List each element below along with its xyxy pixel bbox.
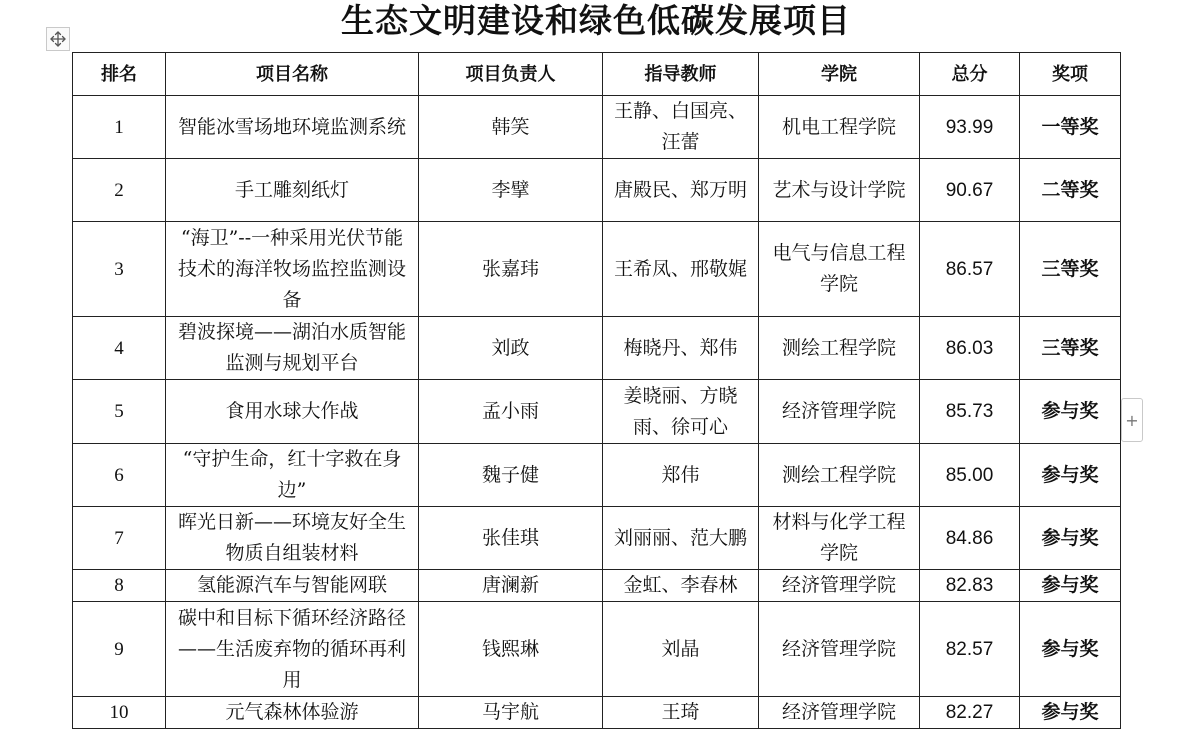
cell-rank: 2 (73, 159, 166, 222)
cell-project-name: 手工雕刻纸灯 (166, 159, 419, 222)
cell-rank: 3 (73, 222, 166, 317)
cell-project-name: 食用水球大作战 (166, 380, 419, 444)
cell-award: 三等奖 (1020, 317, 1121, 380)
cell-score: 82.83 (920, 570, 1020, 602)
cell-advisors: 王希凤、邢敬娓 (603, 222, 759, 317)
cell-score: 86.03 (920, 317, 1020, 380)
cell-project-name: 智能冰雪场地环境监测系统 (166, 96, 419, 159)
table-row (73, 507, 1121, 570)
cell-award: 三等奖 (1020, 222, 1121, 317)
table-row (73, 159, 1121, 222)
cell-award: 参与奖 (1020, 444, 1121, 507)
cell-award: 参与奖 (1020, 697, 1121, 729)
move-arrows-icon (49, 30, 67, 48)
header-score: 总分 (920, 53, 1020, 96)
cell-advisors: 金虹、李春林 (603, 570, 759, 602)
cell-leader: 孟小雨 (419, 380, 603, 444)
cell-score: 85.73 (920, 380, 1020, 444)
table-row (73, 222, 1121, 317)
cell-project-name: 碧波探境——湖泊水质智能监测与规划平台 (166, 317, 419, 380)
cell-score: 84.86 (920, 507, 1020, 570)
cell-award: 参与奖 (1020, 602, 1121, 697)
cell-advisors: 姜晓丽、方晓雨、徐可心 (603, 380, 759, 444)
table-row (73, 444, 1121, 507)
cell-project-name: 碳中和目标下循环经济路径——生活废弃物的循环再利用 (166, 602, 419, 697)
cell-award: 参与奖 (1020, 380, 1121, 444)
cell-score: 85.00 (920, 444, 1020, 507)
cell-college: 材料与化学工程学院 (759, 507, 920, 570)
cell-rank: 4 (73, 317, 166, 380)
cell-award: 参与奖 (1020, 507, 1121, 570)
table-header-row (73, 53, 1121, 96)
cell-rank: 10 (73, 697, 166, 729)
cell-rank: 9 (73, 602, 166, 697)
cell-score: 82.27 (920, 697, 1020, 729)
cell-leader: 唐澜新 (419, 570, 603, 602)
cell-college: 艺术与设计学院 (759, 159, 920, 222)
cell-rank: 6 (73, 444, 166, 507)
cell-project-name: 元气森林体验游 (166, 697, 419, 729)
add-row-button[interactable] (1121, 398, 1143, 442)
table-row (73, 96, 1121, 159)
cell-project-name: 晖光日新——环境友好全生物质自组装材料 (166, 507, 419, 570)
cell-award: 二等奖 (1020, 159, 1121, 222)
cell-advisors: 郑伟 (603, 444, 759, 507)
cell-advisors: 刘晶 (603, 602, 759, 697)
cell-rank: 7 (73, 507, 166, 570)
cell-college: 电气与信息工程学院 (759, 222, 920, 317)
cell-leader: 张佳琪 (419, 507, 603, 570)
cell-leader: 魏子健 (419, 444, 603, 507)
table-move-handle[interactable] (46, 27, 70, 51)
cell-leader: 张嘉玮 (419, 222, 603, 317)
table-row (73, 317, 1121, 380)
cell-college: 经济管理学院 (759, 570, 920, 602)
cell-leader: 李擘 (419, 159, 603, 222)
cell-advisors: 王静、白国亮、汪蕾 (603, 96, 759, 159)
cell-score: 90.67 (920, 159, 1020, 222)
cell-score: 86.57 (920, 222, 1020, 317)
cell-college: 测绘工程学院 (759, 444, 920, 507)
cell-award: 参与奖 (1020, 570, 1121, 602)
cell-advisors: 王琦 (603, 697, 759, 729)
cell-college: 经济管理学院 (759, 380, 920, 444)
cell-project-name: “海卫”--一种采用光伏节能技术的海洋牧场监控监测设备 (166, 222, 419, 317)
cell-college: 经济管理学院 (759, 602, 920, 697)
awards-table (72, 52, 1121, 729)
cell-score: 93.99 (920, 96, 1020, 159)
cell-college: 测绘工程学院 (759, 317, 920, 380)
header-rank: 排名 (73, 53, 166, 96)
cell-advisors: 刘丽丽、范大鹏 (603, 507, 759, 570)
cell-leader: 钱熙琳 (419, 602, 603, 697)
cell-college: 机电工程学院 (759, 96, 920, 159)
table-row (73, 570, 1121, 602)
cell-leader: 刘政 (419, 317, 603, 380)
cell-advisors: 唐殿民、郑万明 (603, 159, 759, 222)
cell-advisors: 梅晓丹、郑伟 (603, 317, 759, 380)
header-project-name: 项目名称 (166, 53, 419, 96)
cell-college: 经济管理学院 (759, 697, 920, 729)
cell-rank: 5 (73, 380, 166, 444)
header-project-leader: 项目负责人 (419, 53, 603, 96)
table-row (73, 602, 1121, 697)
cell-leader: 马宇航 (419, 697, 603, 729)
cell-rank: 1 (73, 96, 166, 159)
header-award: 奖项 (1020, 53, 1121, 96)
cell-leader: 韩笑 (419, 96, 603, 159)
header-advisors: 指导教师 (603, 53, 759, 96)
cell-score: 82.57 (920, 602, 1020, 697)
table-row (73, 697, 1121, 729)
plus-icon: + (1125, 410, 1139, 430)
page-title: 生态文明建设和绿色低碳发展项目 (341, 1, 851, 40)
cell-rank: 8 (73, 570, 166, 602)
cell-project-name: “守护生命，红十字救在身边” (166, 444, 419, 507)
cell-award: 一等奖 (1020, 96, 1121, 159)
cell-project-name: 氢能源汽车与智能网联 (166, 570, 419, 602)
header-college: 学院 (759, 53, 920, 96)
table-row (73, 380, 1121, 444)
